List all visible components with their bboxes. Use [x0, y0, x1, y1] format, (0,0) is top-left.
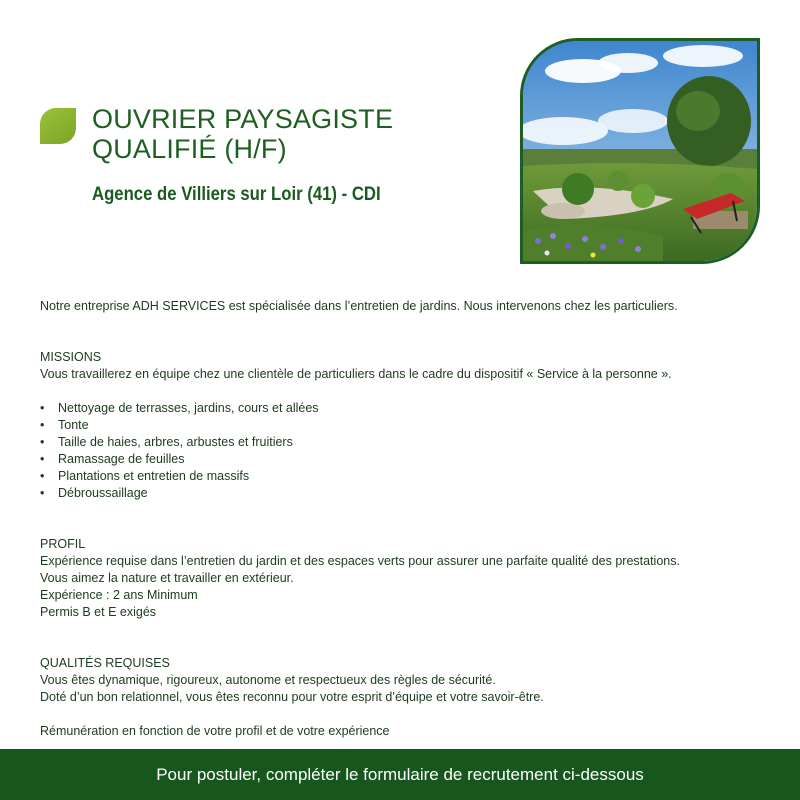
profil-line: Permis B et E exigés	[40, 605, 157, 619]
qualites-heading: QUALITÉS REQUISES	[40, 656, 170, 670]
profil-line: Vous aimez la nature et travailler en extérieur.	[40, 571, 294, 585]
remuneration-text: Rémunération en fonction de votre profil et de votre expérience	[40, 724, 390, 738]
page-subtitle: Agence de Villiers sur Loir (41) - CDI	[92, 184, 381, 205]
intro-text: Notre entreprise ADH SERVICES est spécialisée dans l’entretien de jardins. Nous intervenons chez les particuliers.	[40, 299, 678, 313]
profil-heading: PROFIL	[40, 537, 86, 551]
list-item: • Ramassage de feuilles	[40, 451, 761, 468]
apply-banner-text: Pour postuler, compléter le formulaire de recrutement ci-dessous	[156, 764, 644, 784]
title-line-1: OUVRIER PAYSAGISTE	[92, 104, 394, 134]
garden-photo	[520, 38, 760, 264]
list-item: • Débroussaillage	[40, 485, 761, 502]
page-title	[92, 104, 492, 164]
apply-banner[interactable]	[0, 749, 800, 800]
job-description	[40, 298, 761, 740]
list-item: • Nettoyage de terrasses, jardins, cours et allées	[40, 400, 761, 417]
list-item: • Tonte	[40, 417, 761, 434]
qualites-line: Doté d’un bon relationnel, vous êtes reconnu pour votre esprit d’équipe et votre savoir-être.	[40, 690, 544, 704]
profil-line: Expérience : 2 ans Minimum	[40, 588, 198, 602]
list-item: • Taille de haies, arbres, arbustes et fruitiers	[40, 434, 761, 451]
qualites-line: Vous êtes dynamique, rigoureux, autonome et respectueux des règles de sécurité.	[40, 673, 496, 687]
garden-photo-illustration	[523, 41, 757, 261]
missions-heading: MISSIONS	[40, 350, 102, 364]
list-item: • Plantations et entretien de massifs	[40, 468, 761, 485]
missions-text: Vous travaillerez en équipe chez une clientèle de particuliers dans le cadre du dispositif « Service à la personne ».	[40, 367, 672, 381]
missions-list	[40, 400, 761, 502]
title-line-2: QUALIFIÉ (H/F)	[92, 134, 287, 164]
profil-line: Expérience requise dans l’entretien du jardin et des espaces verts pour assurer une parfaite qualité des prestations.	[40, 554, 680, 568]
title-badge	[40, 108, 76, 144]
